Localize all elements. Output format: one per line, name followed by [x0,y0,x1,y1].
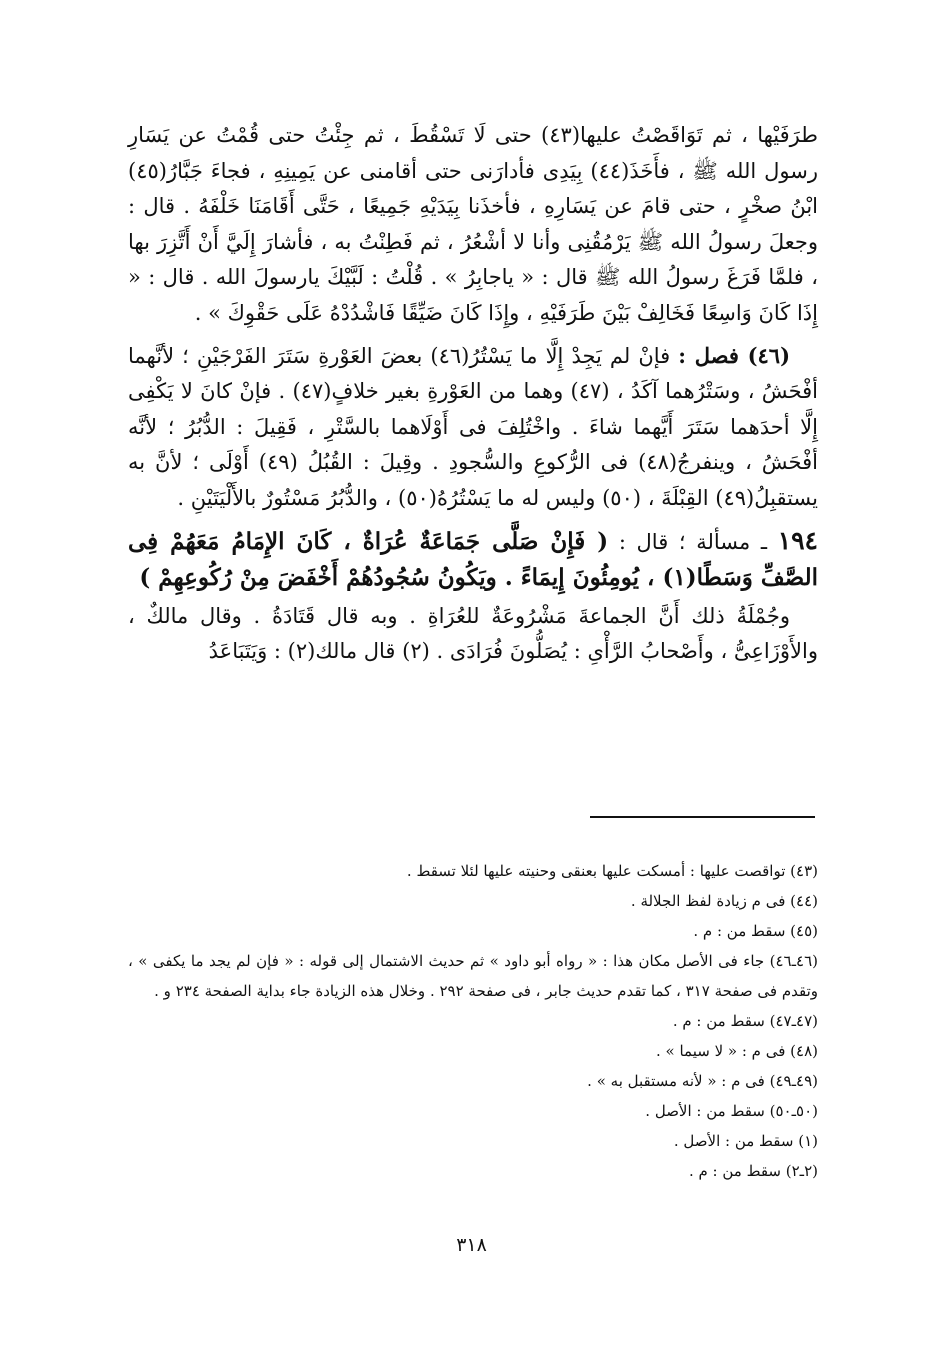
footnote-divider [590,816,815,818]
footnote: (٤٨) فى م : « لا سيما » . [655,1042,818,1060]
fasl-label: (٤٦) فصل : [678,342,791,368]
commentary-paragraph: وجُمْلَةُ ذلك أَنَّ الجماعةَ مَشْرُوعَةٌ للعُرَاةِ . وبه قال قَتَادَةُ . وقال مالكٌ ، والأَوْزَاعِىُّ ، وأَصْحابُ الرَّأْىِ : يُصَلُّونَ فُرَادَى . (٢) قال مالك(٢) : وَيَتَبَاعَدُ [128,603,818,664]
masala-paragraph [128,523,818,597]
hadith-paragraph: طرَفَيْها ، ثم تَوَاقَصْتُ عليها(٤٣) حتى لَا تَسْقُطَ ، ثم جِئْتُ حتى قُمْتُ عن يَسَارِ رسول الله ﷺ ، فأَخَذَ(٤٤) بِيَدِى فأدارَنى حتى أقامنى عن يَمِينِهِ ، فجاءَ جَبَّارُ(٤٥) ابْنُ صخْرٍ ، حتى قامَ عن يَسَارِهِ ، فأخذَنا بِيَدَيْهِ جَمِيعًا ، حَتَّى أَقَامَنَا خَلْفَهُ . قال : وجعلَ رسولُ الله ﷺ يَرْمُقُنِى وأنا لا أشْعُرُ ، ثم فَطِنْتُ به ، فأشارَ إِلَيَّ أَنْ أَتَّزِرَ بها ، فلمَّا فَرَغَ رسولُ الله ﷺ قال : « ياجابِرُ » . قُلْتُ : لَبَّيْكَ يارسولَ الله . قال : « إِذَا كَانَ وَاسِعًا فَخَالِفْ بَيْنَ طَرَفَيْهِ ، وإِذَا كَانَ ضَيِّقًا فَاشْدُدْهُ عَلَى حَقْوِكَ » . [128,123,818,325]
main-text [128,118,818,670]
masala-text: ( فَإِنْ صَلَّى جَمَاعَةٌ عُرَاةٌ ، كَانَ الإِمَامُ مَعَهُمْ فِى الصَّفِّ وَسَطًا(١) ، يُومِئُونَ إِيمَاءً . ويَكُونُ سُجُودُهُمْ أَخْفَضَ مِنْ رُكُوعِهِمْ ) [128,527,818,592]
footnote: (٤٧ـ٤٧) سقط من : م . [672,1012,818,1030]
footnote: (٢ـ٢) سقط من : م . [688,1162,818,1180]
masala-number: ١٩٤ [777,525,818,555]
fasl-paragraph [128,338,818,517]
footnote: (٥٠ـ٥٠) سقط من : الأصل . [645,1102,818,1120]
footnotes-list [128,856,818,1186]
footnote: (٤٦ـ٤٦) جاء فى الأصل مكان هذا : « رواه أبو داود » ثم حديث الاشتمال إلى قوله : « فإن لم يجد ما يكفى » ، وتقدم فى صفحة ٣١٧ ، كما تقدم حديث جابر ، فى صفحة ٢٩٢ . وخلال هذه الزيادة جاء بداية الصفحة ٢٣٤ و . [128,952,818,1000]
footnote: (٤٣) تواقصت عليها : أمسكت عليها بعنقى وحنيته عليها لئلا تسقط . [406,862,818,880]
footnote: (٤٥) سقط من : م . [693,922,818,940]
fasl-text: فإنْ لم يَجِدْ إِلَّا ما يَسْتُرُ(٤٦) بعضَ العَوْرةِ سَتَرَ الفَرْجَيْنِ ؛ لأنَّهما أفْحَشُ ، وسَتْرُهما آكَدُ ، (٤٧) وهما من العَوْرةِ بغير خلافٍ(٤٧) . فإنْ كانَ لا يَكْفِى إِلَّا أحدَهما سَتَرَ أَيَّهما شاءَ . واخْتُلِفَ فى أَوْلَاهما بالسَّتْرِ ، فَقِيلَ : الدُّبُرُ ؛ لأنَّه أفْحَشُ ، وينفرجُ(٤٨) فى الرُّكوعِ والسُّجودِ . وقِيلَ : القُبُلُ (٤٩) أَوْلَى ؛ لأنَّ به يستقبِلُ(٤٩) القِبْلَةَ ، (٥٠) وليس له ما يَسْتُرُهُ(٥٠) ، والدُّبُرُ مَسْتُورٌ بالأَلْيَتَيْنِ . [128,343,818,510]
masala-intro: ـ مسألة ؛ قال : [618,529,768,554]
footnote: (٤٩ـ٤٩) فى م : « لأنه مستقبل به » . [587,1072,818,1090]
page-number: ٣١٨ [456,1234,487,1256]
footnote: (٤٤) فى م زيادة لفظ الجلالة . [630,892,818,910]
footnote: (١) سقط من : الأصل . [673,1132,818,1150]
